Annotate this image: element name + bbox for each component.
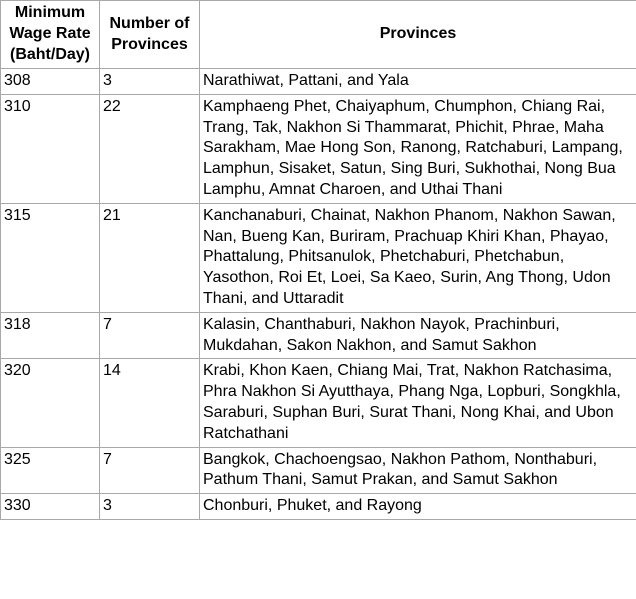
provinces-cell: Narathiwat, Pattani, and Yala bbox=[200, 69, 636, 95]
table-row bbox=[1, 69, 636, 95]
table-row bbox=[1, 203, 636, 312]
count-cell: 7 bbox=[100, 447, 200, 494]
provinces-cell: Bangkok, Chachoengsao, Nakhon Pathom, Nonthaburi, Pathum Thani, Samut Prakan, and Samut Sakhon bbox=[200, 447, 636, 494]
provinces-cell: Chonburi, Phuket, and Rayong bbox=[200, 494, 636, 520]
rate-cell: 315 bbox=[1, 203, 100, 312]
table-row bbox=[1, 312, 636, 359]
table-row bbox=[1, 447, 636, 494]
count-cell: 3 bbox=[100, 69, 200, 95]
table-row bbox=[1, 94, 636, 203]
provinces-cell: Kalasin, Chanthaburi, Nakhon Nayok, Prachinburi, Mukdahan, Sakon Nakhon, and Samut Sakhon bbox=[200, 312, 636, 359]
table-row bbox=[1, 359, 636, 447]
provinces-cell: Kamphaeng Phet, Chaiyaphum, Chumphon, Chiang Rai, Trang, Tak, Nakhon Si Thammarat, Phichit, Phrae, Maha Sarakham, Mae Hong Son, Ranong, Ratchaburi, Lampang, Lamphun, Sisaket, Satun, Sing Buri, Sukhothai, Nong Bua Lamphu, Amnat Charoen, and Uthai Thani bbox=[200, 94, 636, 203]
count-cell: 21 bbox=[100, 203, 200, 312]
header-provinces: Provinces bbox=[200, 1, 636, 69]
rate-cell: 325 bbox=[1, 447, 100, 494]
rate-cell: 308 bbox=[1, 69, 100, 95]
header-number-of-provinces: Number of Provinces bbox=[100, 1, 200, 69]
header-min-wage-rate: Minimum Wage Rate (Baht/Day) bbox=[1, 1, 100, 69]
rate-cell: 318 bbox=[1, 312, 100, 359]
count-cell: 7 bbox=[100, 312, 200, 359]
provinces-cell: Krabi, Khon Kaen, Chiang Mai, Trat, Nakhon Ratchasima, Phra Nakhon Si Ayutthaya, Phang Nga, Lopburi, Songkhla, Saraburi, Suphan Buri, Surat Thani, Nong Khai, and Ubon Ratchathani bbox=[200, 359, 636, 447]
header-row bbox=[1, 1, 636, 69]
count-cell: 14 bbox=[100, 359, 200, 447]
rate-cell: 310 bbox=[1, 94, 100, 203]
provinces-cell: Kanchanaburi, Chainat, Nakhon Phanom, Nakhon Sawan, Nan, Bueng Kan, Buriram, Prachuap Khiri Khan, Phayao, Phattalung, Phitsanulok, Phetchaburi, Phetchabun, Yasothon, Roi Et, Loei, Sa Kaeo, Surin, Ang Thong, Udon Thani, and Uttaradit bbox=[200, 203, 636, 312]
table-row bbox=[1, 494, 636, 520]
count-cell: 22 bbox=[100, 94, 200, 203]
rate-cell: 320 bbox=[1, 359, 100, 447]
rate-cell: 330 bbox=[1, 494, 100, 520]
count-cell: 3 bbox=[100, 494, 200, 520]
